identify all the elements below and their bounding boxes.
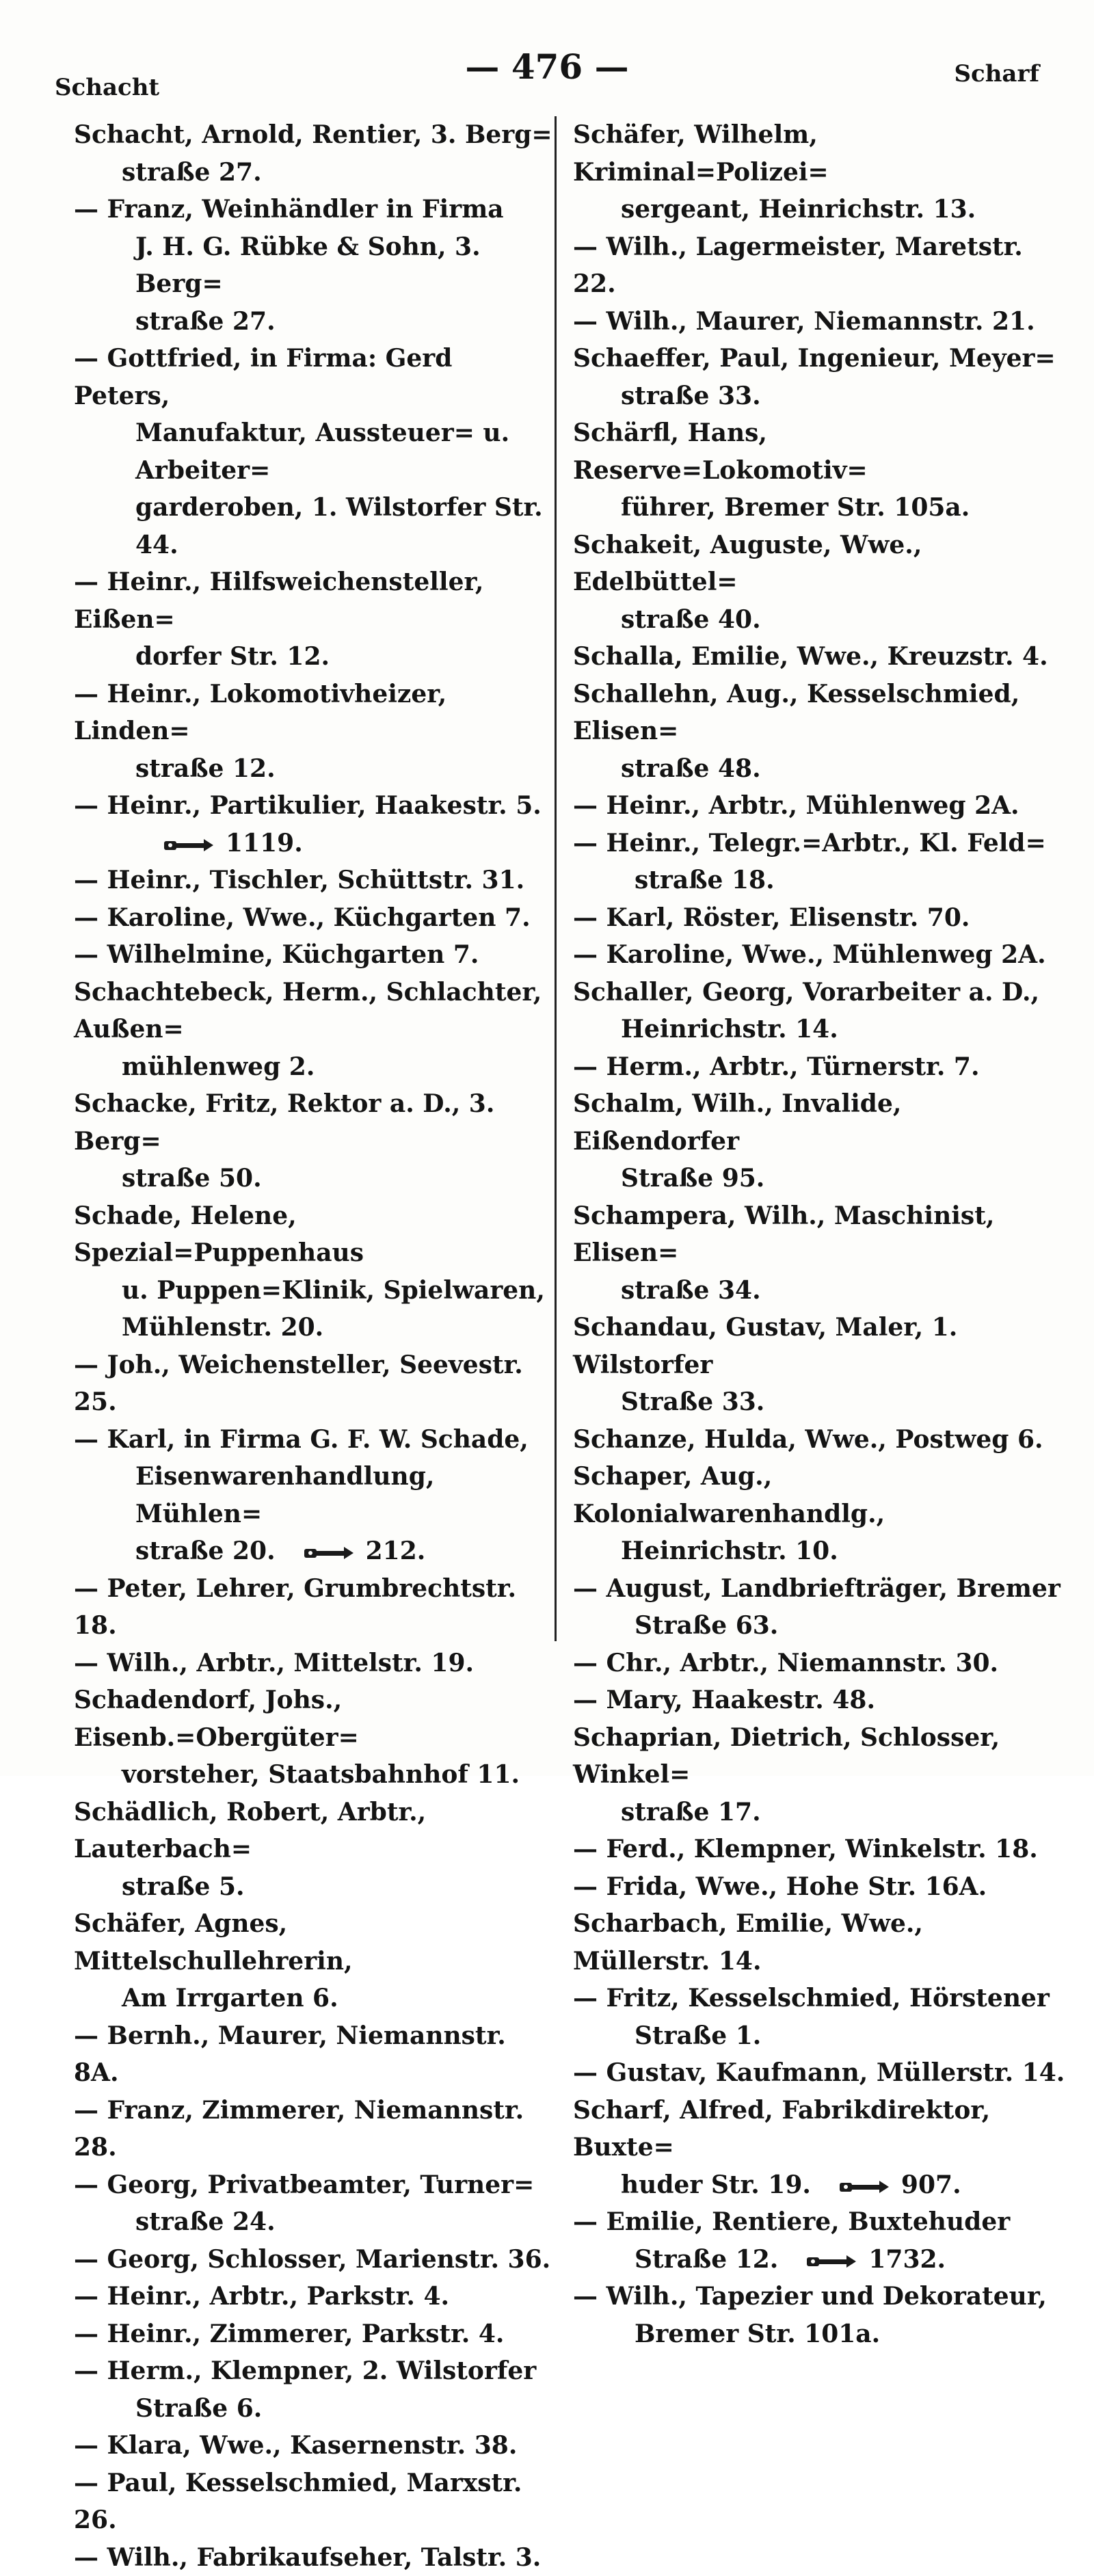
entry-continuation-line: straße 27. [74,303,552,341]
entry-first-line: Schadendorf, Johs., Eisenb.=Obergüter= [74,1686,359,1752]
directory-entry [74,2017,552,2092]
directory-entry [573,2054,1065,2092]
directory-entry [573,2203,1065,2278]
entry-continuation-line: J. H. G. Rübke & Sohn, 3. Berg= [74,228,552,303]
entry-continuation-line [573,2166,1065,2204]
entry-first-line: Schade, Helene, Spezial=Puppenhaus [74,1201,364,1268]
directory-entry [74,340,552,563]
entry-first-line: — Fritz, Kesselschmied, Hörstener [573,1980,1065,2017]
left-column [74,116,552,1757]
entry-first-line: — Franz, Zimmerer, Niemannstr. 28. [74,2092,552,2166]
entry-text: straße 20. [135,1537,276,1565]
directory-entry [573,1085,1065,1197]
entry-first-line: Schäfer, Wilhelm, Kriminal=Polizei= [573,120,829,187]
entry-continuation-line: u. Puppen=Klinik, Spielwaren, [74,1272,552,1310]
directory-entry [573,1645,1065,1682]
entry-first-line: Scharf, Alfred, Fabrikdirektor, Buxte= [573,2096,990,2162]
entry-continuation-line: dorfer Str. 12. [74,638,552,676]
entry-first-line: Schachtebeck, Herm., Schlachter, Außen= [74,978,542,1044]
page-number: — 476 — [48,47,1046,87]
entry-first-line: — Mary, Haakestr. 48. [573,1682,1065,1719]
entry-first-line: Schanze, Hulda, Wwe., Postweg 6. [573,1425,1043,1454]
directory-entry [573,825,1065,899]
directory-entry [74,1197,552,1346]
entry-first-line: — Frida, Wwe., Hohe Str. 16A. [573,1868,1065,1906]
entry-continuation-line: straße 34. [573,1272,1065,1310]
entry-first-line: — Karl, Röster, Elisenstr. 70. [573,899,1065,937]
entry-first-line: — Georg, Schlosser, Marienstr. 36. [74,2241,552,2279]
entry-first-line: Schacke, Fritz, Rektor a. D., 3. Berg= [74,1089,494,1156]
directory-entry [573,1048,1065,1086]
directory-entry [74,2166,552,2241]
telephone-icon [838,2178,892,2196]
entry-first-line: — Franz, Weinhändler in Firma [74,191,552,228]
directory-entry [74,191,552,340]
directory-entry [573,303,1065,341]
directory-entry [573,2278,1065,2352]
running-head-left: Schacht [55,74,159,101]
running-head-right: Scharf [954,60,1039,88]
entry-continuation-line: sergeant, Heinrichstr. 13. [573,191,1065,228]
telephone-number: 212. [366,1537,426,1565]
entry-continuation-line: führer, Bremer Str. 105a. [573,489,1065,527]
entry-first-line: — Heinr., Arbtr., Mühlenweg 2A. [573,787,1065,825]
entry-first-line: — Georg, Privatbeamter, Turner= [74,2166,552,2204]
directory-entry [74,862,552,899]
entry-first-line: — Wilh., Maurer, Niemannstr. 21. [573,303,1065,341]
directory-entry [573,527,1065,639]
entry-continuation-line: Heinrichstr. 14. [573,1011,1065,1048]
directory-entry [573,899,1065,937]
entry-first-line: — Heinr., Tischler, Schüttstr. 31. [74,862,552,899]
entry-first-line: — Herm., Arbtr., Türnerstr. 7. [573,1048,1065,1086]
directory-entry [74,116,552,191]
telephone-number: 1732. [868,2245,946,2274]
entry-continuation-line: straße 48. [573,750,1065,788]
entry-first-line: — Herm., Klempner, 2. Wilstorfer [74,2352,552,2390]
telephone-icon [163,836,216,854]
directory-entry [573,116,1065,228]
entry-continuation-line: Manufaktur, Aussteuer= u. Arbeiter= [74,414,552,489]
entry-first-line: — Gustav, Kaufmann, Müllerstr. 14. [573,2054,1065,2092]
directory-entry [573,414,1065,527]
entry-first-line: — Bernh., Maurer, Niemannstr. 8A. [74,2017,552,2092]
directory-entry [74,1645,552,1682]
entry-first-line: — Heinr., Telegr.=Arbtr., Kl. Feld= [573,825,1065,862]
entry-continuation-line: Eisenwarenhandlung, Mühlen= [74,1458,552,1532]
entry-continuation-line: Straße 1. [573,2017,1065,2055]
page-header [48,41,1046,96]
directory-entry [573,1868,1065,1906]
entry-continuation-line: Heinrichstr. 10. [573,1532,1065,1570]
entry-continuation-line: vorsteher, Staatsbahnhof 11. [74,1756,552,1794]
directory-entry [74,899,552,937]
directory-entry [74,1346,552,1421]
directory-entry [573,340,1065,414]
entry-text: huder Str. 19. [621,2170,811,2199]
entry-continuation-line: Straße 95. [573,1160,1065,1197]
entry-first-line: — Heinr., Arbtr., Parkstr. 4. [74,2278,552,2315]
directory-entry [573,228,1065,303]
directory-entry [74,2427,552,2465]
entry-continuation-line: straße 17. [573,1794,1065,1831]
directory-entry [74,936,552,974]
entry-continuation-line [74,1532,552,1570]
entry-first-line: — Wilh., Arbtr., Mittelstr. 19. [74,1645,552,1682]
entry-first-line: — Joh., Weichensteller, Seevestr. 25. [74,1346,552,1421]
entry-first-line: Schaller, Georg, Vorarbeiter a. D., [573,978,1039,1007]
entry-first-line: Schalm, Wilh., Invalide, Eißendorfer [573,1089,901,1156]
entry-first-line: Schampera, Wilh., Maschinist, Elisen= [573,1201,994,1268]
entry-continuation-line: straße 12. [74,750,552,788]
directory-entry [573,2092,1065,2204]
entry-first-line: — Karl, in Firma G. F. W. Schade, [74,1421,552,1459]
entry-first-line: Schakeit, Auguste, Wwe., Edelbüttel= [573,531,922,597]
directory-entry [74,676,552,788]
directory-entry [74,2092,552,2166]
entry-continuation-line: Am Irrgarten 6. [74,1980,552,2017]
entry-first-line: — Paul, Kesselschmied, Marxstr. 26. [74,2465,552,2539]
directory-entry [573,638,1065,676]
entry-continuation-line: straße 5. [74,1868,552,1906]
entry-continuation-line: straße 50. [74,1160,552,1197]
entry-first-line: Schäfer, Agnes, Mittelschullehrerin, [74,1909,353,1976]
entry-continuation-line: Straße 6. [74,2390,552,2428]
entry-first-line: Schacht, Arnold, Rentier, 3. Berg= [74,120,552,149]
entry-continuation-line [74,825,552,862]
entry-continuation-line: Bremer Str. 101a. [573,2315,1065,2353]
entry-continuation-line: straße 40. [573,601,1065,639]
entry-first-line: — Karoline, Wwe., Mühlenweg 2A. [573,936,1065,974]
entry-first-line: — Ferd., Klempner, Winkelstr. 18. [573,1831,1065,1868]
entry-first-line: Schaprian, Dietrich, Schlosser, Winkel= [573,1723,1000,1790]
entry-first-line: Schallehn, Aug., Kesselschmied, Elisen= [573,680,1019,746]
entry-first-line: — Heinr., Partikulier, Haakestr. 5. [74,787,552,825]
directory-entry [74,1905,552,2017]
entry-first-line: — Peter, Lehrer, Grumbrechtstr. 18. [74,1570,552,1645]
directory-entry [573,1980,1065,2054]
directory-entry [74,1682,552,1794]
entry-first-line: — Wilh., Lagermeister, Maretstr. 22. [573,228,1065,303]
entry-continuation-line [573,2241,1065,2279]
entry-continuation-line: Straße 63. [573,1607,1065,1645]
entry-continuation-line: straße 27. [74,154,552,191]
right-column [573,116,1065,1757]
directory-entry [573,1682,1065,1719]
directory-entry [74,1570,552,1645]
entry-first-line: — Chr., Arbtr., Niemannstr. 30. [573,1645,1065,1682]
directory-entry [573,1719,1065,1831]
directory-entry [74,1794,552,1906]
entry-first-line: — Karoline, Wwe., Küchgarten 7. [74,899,552,937]
directory-entry [74,2315,552,2353]
directory-entry [74,974,552,1086]
entry-continuation-line: garderoben, 1. Wilstorfer Str. 44. [74,489,552,563]
directory-entry [74,2241,552,2279]
column-divider [555,116,557,1641]
entry-first-line: — Heinr., Zimmerer, Parkstr. 4. [74,2315,552,2353]
directory-entry [573,787,1065,825]
entry-first-line: Schädlich, Robert, Arbtr., Lauterbach= [74,1798,426,1864]
directory-entry [74,1085,552,1197]
entry-first-line: Schalla, Emilie, Wwe., Kreuzstr. 4. [573,642,1048,671]
telephone-icon [805,2253,859,2270]
telephone-icon [303,1544,356,1562]
directory-entry [573,974,1065,1048]
entry-continuation-line: Straße 33. [573,1383,1065,1421]
directory-entry [573,1570,1065,1645]
directory-entry [573,1458,1065,1570]
entry-first-line: — August, Landbriefträger, Bremer [573,1570,1065,1608]
entry-first-line: Schandau, Gustav, Maler, 1. Wilstorfer [573,1313,957,1379]
entry-first-line: — Klara, Wwe., Kasernenstr. 38. [74,2427,552,2465]
entry-first-line: Schaper, Aug., Kolonialwarenhandlg., [573,1462,885,1528]
entry-continuation-line: straße 24. [74,2203,552,2241]
entry-continuation-line: straße 33. [573,377,1065,415]
entry-first-line: — Wilh., Fabrikaufseher, Talstr. 3. [74,2539,552,2576]
directory-entry [74,2539,552,2576]
directory-entry [74,563,552,676]
directory-entry [74,787,552,862]
entry-first-line: — Gottfried, in Firma: Gerd Peters, [74,340,552,414]
directory-entry [573,1905,1065,1980]
entry-first-line: — Emilie, Rentiere, Buxtehuder [573,2203,1065,2241]
telephone-number: 907. [901,2170,961,2199]
telephone-number: 1119. [226,829,303,858]
directory-entry [573,1309,1065,1421]
directory-entry [573,1831,1065,1868]
entry-first-line: Schaeffer, Paul, Ingenieur, Meyer= [573,344,1056,373]
entry-first-line: — Heinr., Hilfsweichensteller, Eißen= [74,563,552,638]
entry-first-line: — Heinr., Lokomotivheizer, Linden= [74,676,552,750]
entry-continuation-line: Mühlenstr. 20. [74,1309,552,1346]
entry-first-line: Scharbach, Emilie, Wwe., Müllerstr. 14. [573,1909,923,1976]
directory-entry [573,936,1065,974]
entry-first-line: — Wilh., Tapezier und Dekorateur, [573,2278,1065,2315]
entry-first-line: Schärfl, Hans, Reserve=Lokomotiv= [573,419,868,485]
entry-continuation-line: straße 18. [573,862,1065,899]
entry-first-line: — Wilhelmine, Küchgarten 7. [74,936,552,974]
directory-entry [573,676,1065,788]
directory-entry [573,1197,1065,1310]
directory-entry [573,1421,1065,1459]
directory-entry [74,1421,552,1570]
entry-continuation-line: mühlenweg 2. [74,1048,552,1086]
entry-text: Straße 12. [635,2245,778,2274]
directory-entry [74,2278,552,2315]
directory-entry [74,2465,552,2539]
directory-entry [74,2352,552,2427]
